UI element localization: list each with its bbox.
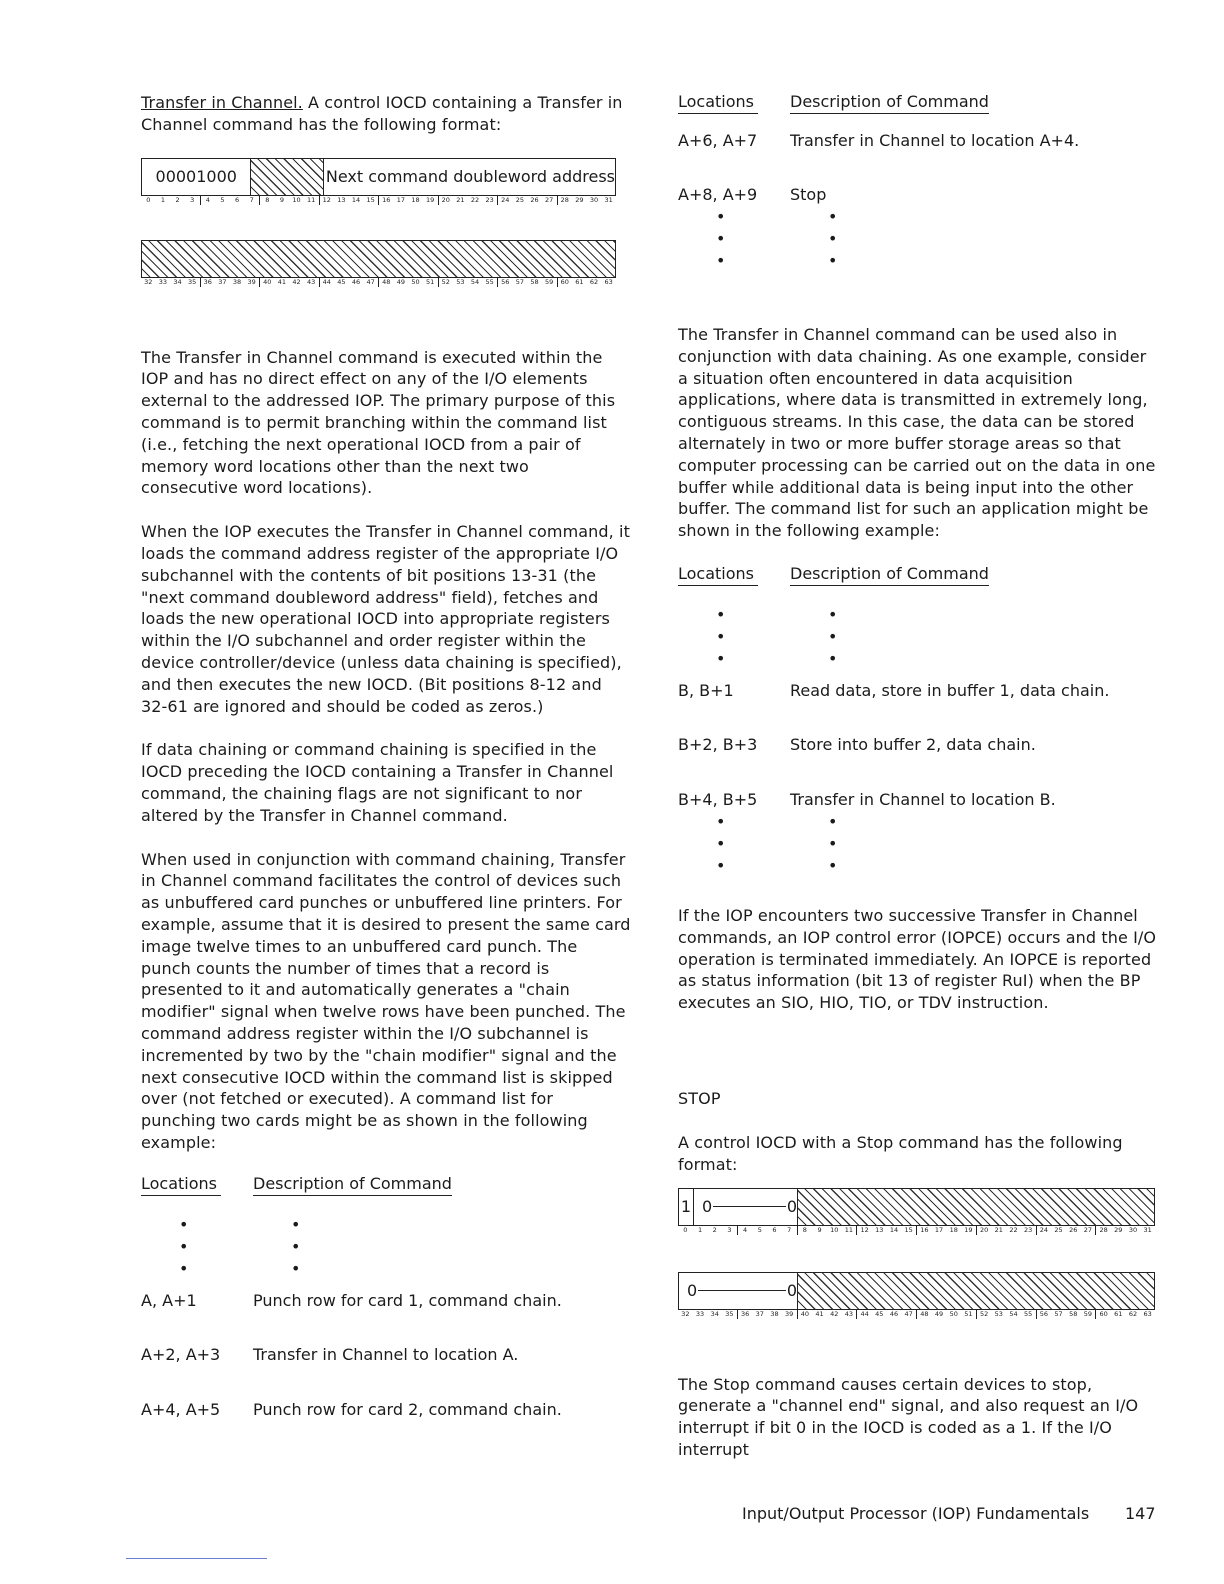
bit-number: 50: [411, 277, 420, 286]
bit-number: 31: [1143, 1225, 1152, 1234]
ellipsis-dot-row: • •: [716, 811, 838, 831]
bit-number: 16: [916, 1226, 932, 1235]
bit-number: 27: [545, 195, 554, 204]
bit-number: 61: [1114, 1309, 1123, 1318]
bit-number: 8: [259, 196, 275, 205]
bit-number: 19: [964, 1225, 973, 1234]
stop-intro: A control IOCD with a Stop command has the following format:: [678, 1132, 1123, 1174]
stop-word-1: [678, 1188, 1155, 1234]
example-table-punch-continued: [678, 92, 1158, 272]
bit-number: 29: [1114, 1225, 1123, 1234]
opcode-field: 00001000: [142, 159, 251, 195]
bit-number: 4: [200, 196, 216, 205]
intro-title: Transfer in Channel.: [141, 93, 303, 112]
paragraph-iopce: If the IOP encounters two successive Transfer in Channel commands, an IOP control error (IOPCE) occurs and the I/O operation is terminated immediately. An IOPCE is reported as status information (bit 13 of register RuI) when the BP executes an SIO, HIO, TIO, or TDV instruction.: [678, 905, 1157, 1013]
bit-number: 60: [1095, 1310, 1111, 1319]
bit-number: 61: [575, 277, 584, 286]
bit-number: 6: [234, 195, 240, 204]
stop-word-2: [678, 1272, 1155, 1318]
column-header-description: Description of Command: [253, 1174, 452, 1196]
bit-number: 30: [1128, 1225, 1138, 1234]
bit-number: 46: [889, 1309, 899, 1318]
bit-number: 53: [994, 1309, 1003, 1318]
bit-number: 60: [557, 278, 573, 287]
bit-number: 58: [1069, 1309, 1078, 1318]
bit-number: 35: [188, 277, 197, 286]
bit-number: 18: [949, 1225, 958, 1234]
bit-number: 45: [337, 277, 346, 286]
bit-number: 0: [683, 1225, 688, 1234]
table-row: B, B+1 Read data, store in buffer 1, data chain.: [678, 680, 1110, 700]
bit-number: 43: [844, 1309, 854, 1318]
bit-number: 56: [1036, 1310, 1052, 1319]
bit-number: 39: [785, 1309, 794, 1318]
left-column: [141, 92, 631, 1421]
bit-number: 1: [697, 1225, 703, 1234]
bit-number: 14: [889, 1225, 899, 1234]
bit-number: 62: [589, 277, 599, 286]
paragraph-data-chaining: The Transfer in Channel command can be used also in conjunction with data chaining. As one example, consider a situation often encountered in data acquisition applications, where data is transmitted in extremely long, contiguous streams. In this case, the data can be stored alternately in two or more buffer storage areas so that computer processing can be carried out on the data in one buffer while additional data is being input into the other buffer. The command list for such an application might be shown in the following example:: [678, 325, 1156, 541]
bit-number: 13: [337, 195, 346, 204]
paragraph-chaining-flags: If data chaining or command chaining is specified in the IOCD preceding the IOCD containing a Transfer in Channel command, the chaining flags are not significant to nor altered by the Transfer in Channel command.: [141, 740, 614, 825]
example-table-buffer: [678, 564, 1158, 877]
word-2-hatched: [141, 240, 616, 278]
bit-number: 17: [396, 195, 406, 204]
bit-number: 24: [497, 196, 513, 205]
bit-number: 3: [727, 1225, 732, 1234]
bit-number: 20: [976, 1226, 992, 1235]
bit-number: 18: [411, 195, 420, 204]
zero-field-word-2: 0 0: [679, 1273, 798, 1309]
column-header-description: Description of Command: [790, 564, 989, 586]
bit-number: 13: [875, 1225, 884, 1234]
bit-number: 54: [1009, 1309, 1018, 1318]
bit-number: 16: [378, 196, 394, 205]
bit-number: 50: [949, 1309, 958, 1318]
bit-number: 43: [307, 277, 316, 286]
bit-numbers-word-1: [678, 1226, 1155, 1235]
bit-number: 52: [976, 1310, 992, 1319]
bit-number: 55: [1024, 1309, 1033, 1318]
footer-title: Input/Output Processor (IOP) Fundamentals: [742, 1504, 1090, 1523]
bit-number: 15: [366, 195, 375, 204]
ellipsis-dot-row: • •: [716, 648, 838, 668]
bit-number: 24: [1036, 1226, 1052, 1235]
bit-number: 28: [557, 196, 573, 205]
bit-number: 17: [934, 1225, 944, 1234]
bit-number: 34: [173, 277, 182, 286]
table-row: A+4, A+5 Punch row for card 2, command chain.: [141, 1399, 562, 1419]
bit-number: 63: [1143, 1309, 1152, 1318]
bit-number: 8: [797, 1226, 813, 1235]
bit-number: 56: [497, 278, 513, 287]
bit-number: 62: [1128, 1309, 1138, 1318]
format-diagram-transfer: [141, 158, 616, 286]
bit-number: 21: [456, 195, 465, 204]
bit-0-field: 1: [679, 1189, 694, 1225]
bit-number: 47: [366, 277, 375, 286]
bit-number: 21: [994, 1225, 1003, 1234]
bit-number: 12: [856, 1226, 872, 1235]
table-row: A+8, A+9 Stop: [678, 185, 827, 204]
table-row: A, A+1 Punch row for card 1, command chain.: [141, 1290, 562, 1310]
bit-numbers-word-2: [678, 1310, 1155, 1319]
bit-number: 55: [485, 277, 494, 286]
bit-number: 5: [757, 1225, 762, 1234]
bit-number: 12: [319, 196, 335, 205]
bit-number: 39: [247, 277, 256, 286]
bit-number: 45: [875, 1309, 884, 1318]
bit-number: 54: [470, 277, 480, 286]
bit-number: 51: [964, 1309, 973, 1318]
bit-number: 19: [426, 195, 435, 204]
table-row: B+4, B+5 Transfer in Channel to location B.: [678, 789, 1056, 809]
bit-numbers-word-1: [141, 196, 616, 205]
example-table-punch: [141, 1174, 631, 1421]
bit-number: 44: [856, 1310, 872, 1319]
bit-number: 49: [934, 1309, 944, 1318]
bit-number: 41: [815, 1309, 824, 1318]
bit-number: 29: [575, 195, 584, 204]
bit-number: 7: [787, 1225, 792, 1234]
intro-paragraph: [141, 92, 631, 136]
bit-number: 10: [830, 1225, 839, 1234]
column-header-locations: Locations: [141, 1174, 221, 1196]
bit-number: 58: [530, 277, 539, 286]
bit-number: 32: [681, 1309, 690, 1318]
column-header-locations: Locations: [678, 564, 758, 586]
bit-number: 0: [146, 195, 151, 204]
bit-number: 9: [817, 1225, 822, 1234]
bit-number: 53: [456, 277, 465, 286]
bit-number: 35: [725, 1309, 734, 1318]
format-word-2: [141, 240, 616, 286]
bit-number: 37: [755, 1309, 764, 1318]
bit-number: 36: [200, 278, 216, 287]
ellipsis-dot-row: • •: [179, 1258, 301, 1278]
bit-number: 10: [292, 195, 301, 204]
unused-field-hatched: [798, 1189, 1154, 1225]
bit-number: 47: [904, 1309, 913, 1318]
table-row: A+6, A+7 Transfer in Channel to location A+4.: [678, 131, 1080, 150]
bit-number: 59: [1083, 1309, 1093, 1318]
bit-number: 5: [220, 195, 225, 204]
bit-number: 57: [515, 277, 525, 286]
bit-number: 3: [190, 195, 195, 204]
bit-number: 38: [770, 1309, 779, 1318]
bit-number: 27: [1083, 1225, 1093, 1234]
bit-number: 23: [1024, 1225, 1033, 1234]
bit-number: 46: [351, 277, 361, 286]
bit-number: 63: [604, 277, 613, 286]
bit-number: 34: [710, 1309, 719, 1318]
table-row: B+2, B+3 Store into buffer 2, data chain.: [678, 734, 1036, 754]
bit-number: 57: [1054, 1309, 1063, 1318]
bit-number: 11: [844, 1225, 854, 1234]
bit-number: 33: [158, 277, 168, 286]
bit-number: 11: [307, 195, 316, 204]
bit-number: 42: [830, 1309, 839, 1318]
bit-number: 48: [916, 1310, 932, 1319]
column-header-description: Description of Command: [790, 92, 989, 114]
bit-number: 26: [530, 195, 539, 204]
ellipsis-dot-row: • •: [179, 1236, 301, 1256]
bit-number: 14: [351, 195, 361, 204]
ellipsis-dot-row: • •: [716, 855, 838, 875]
format-diagram-stop: [678, 1188, 1155, 1318]
column-header-locations: Locations: [678, 92, 758, 114]
bit-number: 2: [712, 1225, 717, 1234]
bit-number: 26: [1069, 1225, 1078, 1234]
bit-number: 23: [485, 195, 494, 204]
bit-number: 36: [737, 1310, 753, 1319]
bit-number: 44: [319, 278, 335, 287]
ellipsis-dot-row: • •: [716, 229, 838, 248]
bit-number: 25: [1054, 1225, 1063, 1234]
bit-number: 40: [797, 1310, 813, 1319]
bit-number: 20: [438, 196, 454, 205]
ellipsis-dot-row: • •: [179, 1214, 301, 1234]
bit-number: 33: [695, 1309, 705, 1318]
bit-number: 51: [426, 277, 435, 286]
bit-number: 9: [279, 195, 284, 204]
bit-number: 42: [292, 277, 301, 286]
paragraph-execution: When the IOP executes the Transfer in Channel command, it loads the command address register of the appropriate I/O subchannel with the contents of bit positions 13-31 (the "next command doubleword address" field), fetches and loads the new operational IOCD into appropriate registers within the I/O subchannel and order register within the device controller/device (unless data chaining is specified), and then executes the new IOCD. (Bit positions 8-12 and 32-61 are ignored and should be coded as zeros.): [141, 522, 630, 716]
ellipsis-dot-row: • •: [716, 251, 838, 270]
table-row: A+2, A+3 Transfer in Channel to location A.: [141, 1344, 519, 1364]
bit-number: 31: [604, 195, 613, 204]
bit-number: 4: [737, 1226, 753, 1235]
bit-number: 32: [144, 277, 153, 286]
bit-number: 1: [160, 195, 165, 204]
bit-number: 52: [438, 278, 454, 287]
page-number: 147: [1125, 1504, 1156, 1523]
paragraph-stop-description: The Stop command causes certain devices to stop, generate a "channel end" signal, and also request an I/O interrupt if bit 0 in the IOCD is coded as a 1. If the I/O interrupt: [678, 1374, 1139, 1459]
bit-number: 59: [545, 277, 554, 286]
ellipsis-dot-row: • •: [716, 833, 838, 853]
ellipsis-dot-row: • •: [716, 604, 838, 624]
unused-field-hatched: [251, 159, 323, 195]
ellipsis-dot-row: • •: [716, 207, 838, 226]
bit-number: 15: [904, 1225, 913, 1234]
right-column: [678, 92, 1158, 1461]
address-field: Next command doubleword address: [325, 167, 615, 187]
format-word-1: [141, 158, 616, 204]
bit-number: 37: [218, 277, 227, 286]
bit-number: 28: [1095, 1226, 1111, 1235]
bottom-rule: [126, 1558, 267, 1559]
bit-number: 30: [589, 195, 599, 204]
zero-field-word-1: 0 0: [694, 1189, 798, 1225]
bit-number: 48: [378, 278, 394, 287]
bit-number: 2: [175, 195, 180, 204]
unused-field-hatched: [798, 1273, 1154, 1309]
bit-numbers-word-2: [141, 278, 616, 287]
bit-number: 38: [232, 277, 242, 286]
bit-number: 49: [396, 277, 406, 286]
bit-number: 22: [470, 195, 480, 204]
intro-text: A control IOCD containing a Transfer in Channel command has the following format:: [141, 93, 623, 134]
bit-number: 22: [1009, 1225, 1018, 1234]
section-heading-stop: STOP: [678, 1088, 721, 1108]
bit-number: 40: [259, 278, 275, 287]
paragraph-purpose: The Transfer in Channel command is executed within the IOP and has no direct effect on any of the I/O elements external to the addressed IOP. The primary purpose of this command is to permit branching within the command list (i.e., fetching the next operational IOCD from a pair of memory word locations other than the next two consecutive word locations).: [141, 347, 616, 498]
bit-number: 41: [277, 277, 287, 286]
bit-number: 7: [249, 195, 254, 204]
bit-number: 6: [772, 1225, 777, 1234]
paragraph-command-chaining: When used in conjunction with command chaining, Transfer in Channel command facilitates the control of devices such as unbuffered card punches or unbuffered line printers. For example, assume that it is desired to present the same card image twelve times to an unbuffered card punch. The punch counts the number of times that a record is presented to it and automatically generates a "chain modifier" signal when twelve rows have been punched. The command address register within the I/O subchannel is incremented by two by the "chain modifier" signal and the next consecutive IOCD within the command list is skipped over (not fetched or executed). A command list for punching two cards might be as shown in the following example:: [141, 849, 631, 1152]
ellipsis-dot-row: • •: [716, 626, 838, 646]
bit-number: 25: [515, 195, 525, 204]
